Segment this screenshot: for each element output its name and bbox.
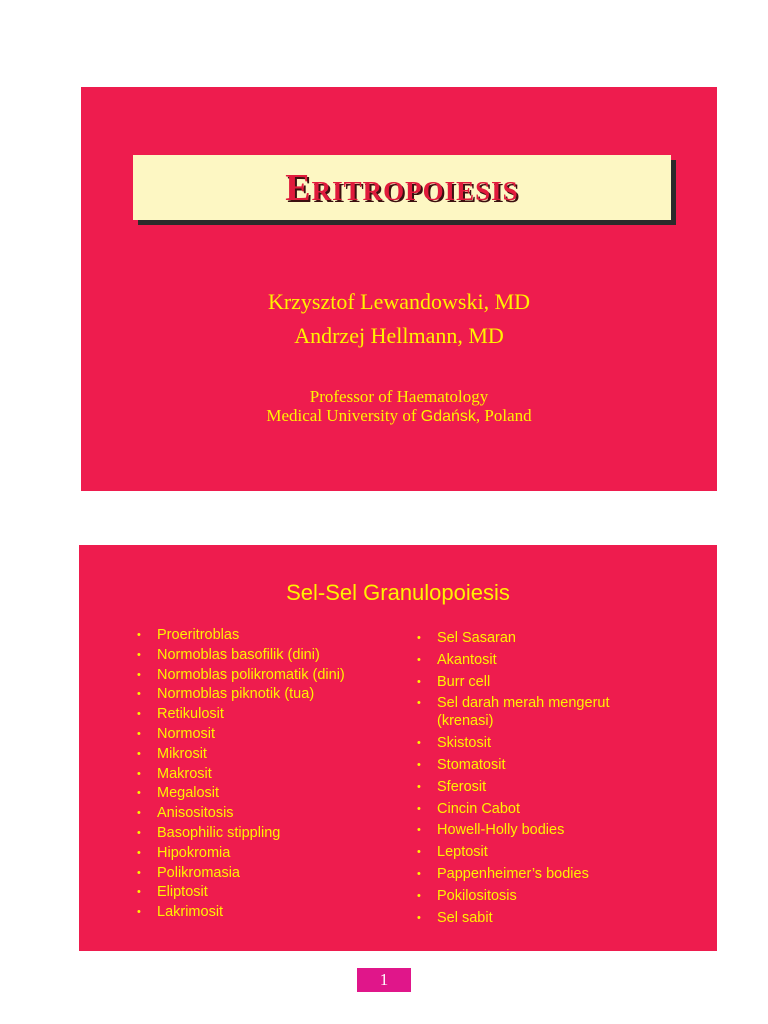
list-item: • Normoblas polikromatik (dini) [137,666,345,686]
author-name: Krzysztof Lewandowski, MD [267,289,531,314]
affiliation [81,387,717,426]
list-item: • Sel Sasaran [417,629,610,647]
list-item: • Burr cell [417,673,610,691]
list-item: • Hipokromia [137,844,345,864]
list-item: • Anisositosis [137,804,345,824]
page-number-badge: 1 [357,968,411,992]
list-item: • Sferosit [417,778,610,796]
list-item: • Pokilositosis [417,887,610,905]
list-item: • Sel sabit [417,909,610,927]
list-item: • Normoblas basofilik (dini) [137,646,345,666]
list-item: • Proeritroblas [137,626,345,646]
list-item: • Makrosit [137,765,345,785]
affiliation-institution [81,406,717,426]
list-item: • Skistosit [417,734,610,752]
author-name: Andrzej Hellmann, MD [294,323,504,348]
affiliation-title: Professor of Haematology [309,387,489,406]
list-item: • Leptosit [417,843,610,861]
list-slide [79,545,717,951]
list-item: • Howell-Holly bodies [417,821,610,839]
bullet-list-left [137,626,345,923]
author-list [81,285,717,353]
list-item: • Pappenheimer’s bodies [417,865,610,883]
affiliation-prefix: Medical University of [266,406,421,425]
list-item: • Megalosit [137,784,345,804]
title-box [133,155,671,220]
list-item: • Eliptosit [137,883,345,903]
list-item-line: (krenasi) [437,713,494,730]
list-item-line: • Sel darah merah mengerut [437,695,610,712]
list-item: • Polikromasia [137,864,345,884]
list-item: • Akantosit [417,651,610,669]
list-item: • Lakrimosit [137,903,345,923]
slide-title: Eritropoiesis [285,166,519,209]
list-item: • Cincin Cabot [417,800,610,818]
list-item: • Basophilic stippling [137,824,345,844]
slide-title: Sel-Sel Granulopoiesis [286,580,510,605]
affiliation-suffix: , Poland [475,406,532,425]
list-item: • Stomatosit [417,756,610,774]
list-item: • Normosit [137,725,345,745]
bullet-list-right [417,629,610,930]
title-slide [81,87,717,491]
list-item: • Retikulosit [137,705,345,725]
list-item: • Normoblas piknotik (tua) [137,685,345,705]
list-item: • Mikrosit [137,745,345,765]
affiliation-city: Gdańsk [420,408,476,425]
list-item [417,694,610,730]
